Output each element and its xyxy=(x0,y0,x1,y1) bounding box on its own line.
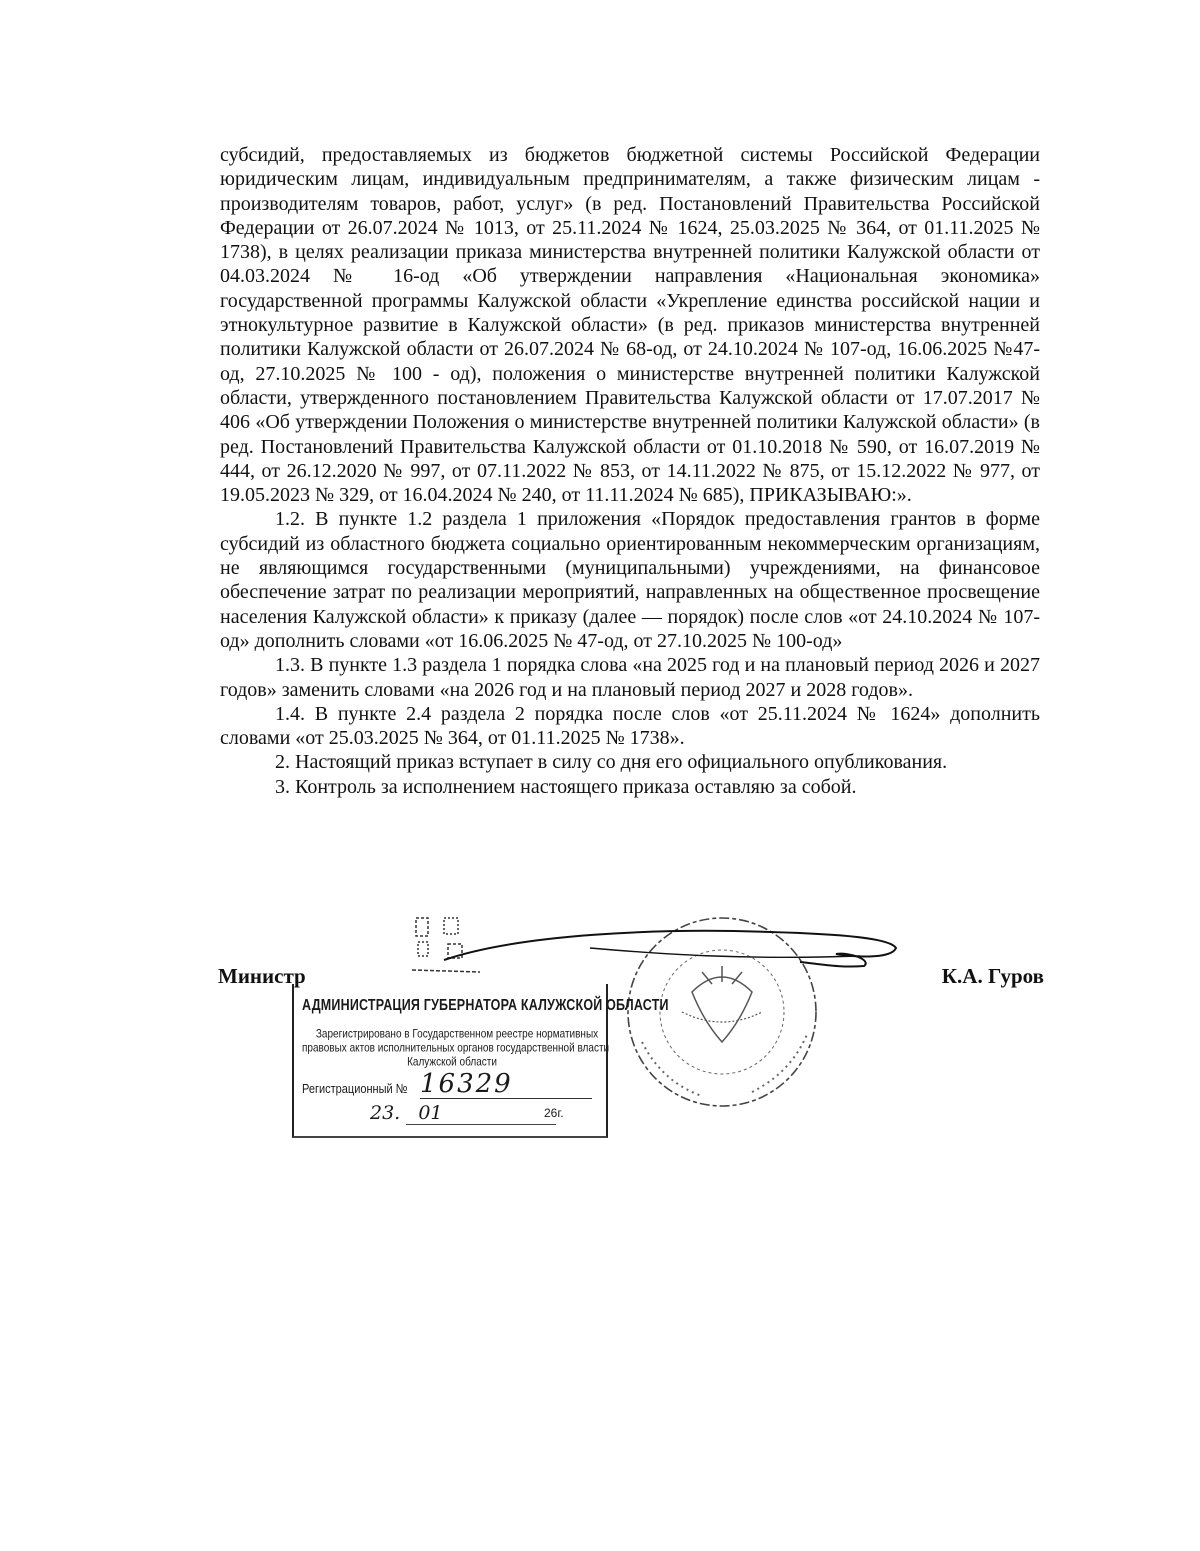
signatory-name: К.А. Гуров xyxy=(941,964,1044,988)
paragraph-1-3: 1.3. В пункте 1.3 раздела 1 порядка слова «на 2025 год и на плановый период 2026 и 2027 годов» заменить словами «на 2026 год и на плановый период 2027 и 2028 годов». xyxy=(220,654,1040,701)
paragraph-1-2: 1.2. В пункте 1.2 раздела 1 приложения «Порядок предоставления грантов в форме субсидий из областного бюджета социально ориентированным некоммерческим организациям, не являющимся государственными (муниципальными) учреждениями, на финансовое обеспечение затрат по реализации мероприятий, направленных на общественное просвещение населения Калужской области» к приказу (далее — порядок) после слов «от 24.10.2024 № 107-од» дополнить словами «от 16.06.2025 № 47-од, от 27.10.2025 № 100-од» xyxy=(220,508,1040,652)
stamp-line-2: правовых актов исполнительных органов государственной власти xyxy=(302,1042,610,1056)
stamp-header: АДМИНИСТРАЦИЯ ГУБЕРНАТОРА КАЛУЖСКОЙ ОБЛАСТИ xyxy=(302,996,669,1014)
stamp-date: 23. 01 xyxy=(370,1102,443,1124)
stamp-date-underline xyxy=(406,1124,556,1125)
paragraph-1-4: 1.4. В пункте 2.4 раздела 2 порядка после слов «от 25.11.2024 № 1624» дополнить словами «от 25.03.2025 № 364, от 01.11.2025 № 1738». xyxy=(220,702,1040,750)
signatory-title: Министр xyxy=(218,964,306,988)
stamp-year-suffix: 26г. xyxy=(544,1106,564,1120)
stamp-line-3: Калужской области xyxy=(407,1056,497,1070)
paragraph-preamble: субсидий, предоставляемых из бюджетов бюджетной системы Российской Федерации юридическим лицам, индивидуальным предпринимателям, а также физическим лицам - производителям товаров, работ, услуг» (в ред. Постановлений Правительства Российской Федерации от 26.07.2024 № 1013, от 25.11.2024 № 1624, 25.03.2025 № 364, от 01.11.2025 № 1738), в целях реализации приказа министерства внутренней политики Калужской области от 04.03.2024 № 16-од «Об утверждении направления «Национальная экономика» государственной программы Калужской области «Укрепление единства российской нации и этнокультурное развитие в Калужской области» (в ред. приказов министерства внутренней политики Калужской области от 26.07.2024 № 68-од, от 24.10.2024 № 107-од, 16.06.2025 №47-од, 27.10.2025 № 100 - од), положения о министерстве внутренней политики Калужской области, утвержденного постановлением Правительства Калужской области от 17.07.2017 № 406 «Об утверждении Положения о министерстве внутренней политики Калужской области» (в ред. Постановлений Правительства Калужской области от 01.10.2018 № 590, от 16.07.2019 № 444, от 26.12.2020 № 997, от 07.11.2022 № 853, от 14.11.2022 № 875, от 15.12.2022 № 977, от 19.05.2023 № 329, от 16.04.2024 № 240, от 11.11.2024 № 685), ПРИКАЗЫВАЮ:». xyxy=(220,144,1040,507)
stamp-line-1: Зарегистрировано в Государственном реестре нормативных xyxy=(315,1028,599,1042)
paragraph-3: 3. Контроль за исполнением настоящего приказа оставляю за собой. xyxy=(275,775,857,798)
stamp-reg-number: 16329 xyxy=(420,1070,592,1099)
document-body xyxy=(220,143,1040,799)
registration-stamp xyxy=(292,984,669,1138)
stamp-reg-label: Регистрационный № xyxy=(302,1082,408,1097)
paragraph-2: 2. Настоящий приказ вступает в силу со дня его официального опубликования. xyxy=(275,751,948,774)
